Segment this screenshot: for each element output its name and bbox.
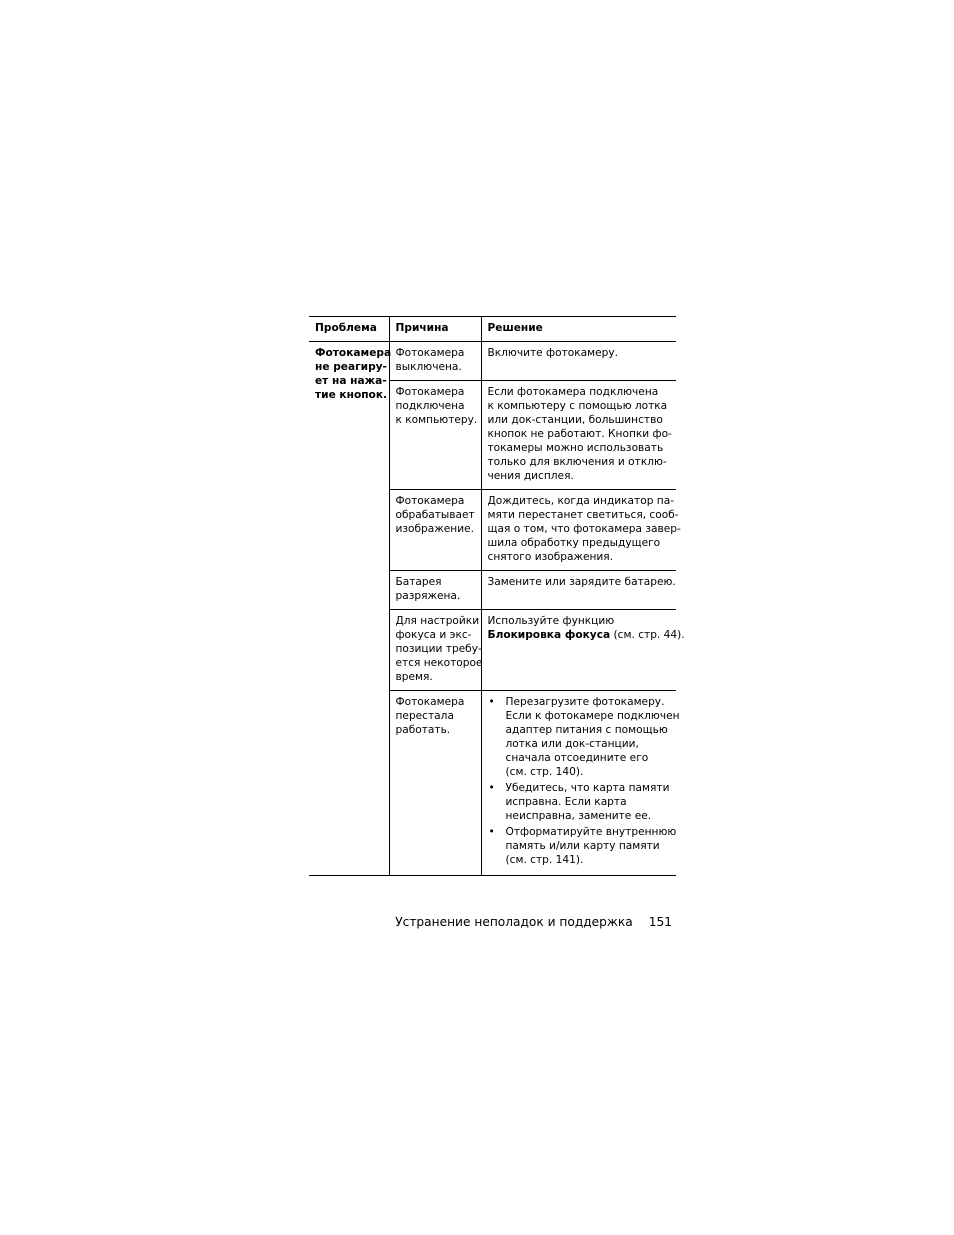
- page-footer: [380, 915, 672, 929]
- bullet-icon: •: [488, 782, 495, 794]
- solution-line: только для включения и отклю-: [487, 456, 667, 468]
- cause-line: фокуса и экс-: [395, 629, 472, 641]
- cause-line: к компьютеру.: [395, 414, 478, 426]
- solution-line: чения дисплея.: [487, 470, 574, 482]
- cause-line: работать.: [395, 724, 451, 736]
- solution-line: Замените или зарядите батарею.: [487, 576, 676, 588]
- solution-cell: [481, 691, 680, 876]
- problem-line: ет на нажа-: [315, 375, 387, 387]
- solution-cell: [481, 571, 676, 610]
- page-number: 151: [648, 915, 672, 929]
- bullet-line: неисправна, замените ее.: [505, 810, 652, 822]
- table-header-row: [309, 317, 676, 342]
- cause-cell: [389, 691, 481, 876]
- cause-line: Фотокамера: [395, 696, 465, 708]
- solution-line: [487, 628, 685, 642]
- header-problem: Проблема: [309, 317, 389, 342]
- header-cause: Причина: [389, 317, 481, 342]
- cause-line: ется некоторое: [395, 657, 483, 669]
- cause-line: Для настройки: [395, 615, 480, 627]
- table-row: [309, 342, 676, 381]
- bullet-line: (см. стр. 141).: [505, 854, 584, 866]
- cause-cell: [389, 571, 481, 610]
- bullet-line: Перезагрузите фотокамеру.: [505, 696, 665, 708]
- cause-line: Фотокамера: [395, 347, 465, 359]
- problem-cell: [309, 342, 392, 876]
- bullet-line: адаптер питания с помощью: [505, 724, 668, 736]
- bullet-line: исправна. Если карта: [505, 796, 627, 808]
- list-item: [488, 781, 672, 823]
- solution-line: шила обработку предыдущего: [487, 537, 661, 549]
- solution-line: Используйте функцию: [487, 615, 615, 627]
- cause-line: выключена.: [395, 361, 462, 373]
- header-solution: Решение: [481, 317, 676, 342]
- cause-line: Фотокамера: [395, 495, 465, 507]
- problem-line: не реагиру-: [315, 361, 387, 373]
- bullet-icon: •: [488, 696, 495, 708]
- solution-cell: [481, 610, 685, 691]
- solution-line: токамеры можно использовать: [487, 442, 664, 454]
- bullet-line: сначала отсоедините его: [505, 752, 649, 764]
- bullet-line: (см. стр. 140).: [505, 766, 584, 778]
- cause-line: разряжена.: [395, 590, 461, 602]
- cause-line: подключена: [395, 400, 465, 412]
- bullet-line: Отформатируйте внутреннюю: [505, 826, 677, 838]
- troubleshooting-table: [309, 316, 685, 876]
- solution-line: мяти перестанет светиться, сооб-: [487, 509, 679, 521]
- solution-cell: [481, 342, 676, 381]
- cause-cell: [389, 490, 481, 571]
- solution-bullet-list: [488, 695, 680, 867]
- solution-cell: [481, 381, 676, 490]
- solution-line: щая о том, что фотокамера завер-: [487, 523, 681, 535]
- cause-line: Фотокамера: [395, 386, 465, 398]
- bullet-line: Если к фотокамере подключен: [505, 710, 680, 722]
- cause-line: Батарея: [395, 576, 442, 588]
- cause-line: позиции требу-: [395, 643, 482, 655]
- solution-line: кнопок не работают. Кнопки фо-: [487, 428, 672, 440]
- problem-line: Фотокамера: [315, 347, 392, 359]
- list-item: [488, 695, 680, 779]
- page-reference: (см. стр. 44).: [610, 629, 685, 641]
- solution-line: Включите фотокамеру.: [487, 347, 619, 359]
- solution-cell: [481, 490, 681, 571]
- cause-cell: [389, 381, 481, 490]
- solution-line: к компьютеру с помощью лотка: [487, 400, 668, 412]
- problem-line: тие кнопок.: [315, 389, 388, 401]
- focus-lock-term: Блокировка фокуса: [487, 629, 611, 641]
- cause-line: изображение.: [395, 523, 475, 535]
- solution-line: или док-станции, большинство: [487, 414, 663, 426]
- solution-line: Если фотокамера подключена: [487, 386, 659, 398]
- footer-section-title: Устранение неполадок и поддержка: [395, 915, 633, 929]
- bullet-line: Убедитесь, что карта памяти: [505, 782, 670, 794]
- bullet-line: память и/или карту памяти: [505, 840, 660, 852]
- bullet-icon: •: [488, 826, 495, 838]
- solution-line: Дождитесь, когда индикатор па-: [487, 495, 675, 507]
- bullet-line: лотка или док-станции,: [505, 738, 639, 750]
- cause-line: перестала: [395, 710, 454, 722]
- cause-cell: [389, 342, 481, 381]
- cause-line: время.: [395, 671, 433, 683]
- cause-line: обрабатывает: [395, 509, 475, 521]
- list-item: [488, 825, 677, 867]
- cause-cell: [389, 610, 481, 691]
- solution-line: снятого изображения.: [487, 551, 614, 563]
